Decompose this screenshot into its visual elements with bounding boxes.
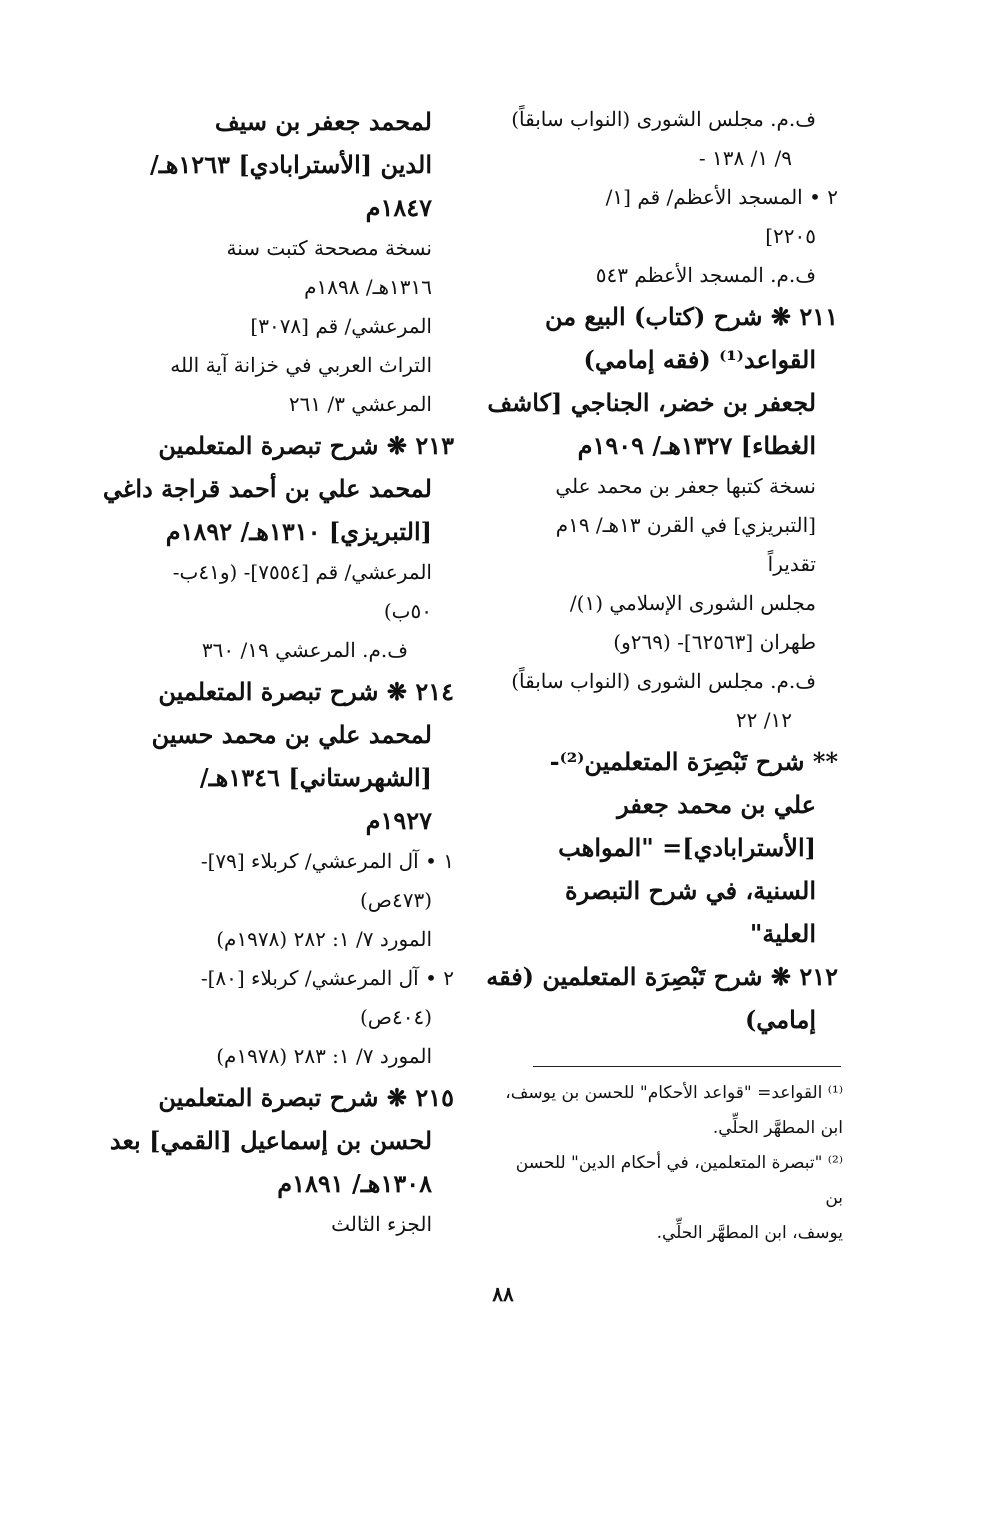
- entry-text-line: الجزء الثالث: [331, 1212, 432, 1236]
- entry-text-line: (٤٧٣ص): [359, 888, 432, 912]
- entry-text-line: ١٢/ ٢٢: [735, 708, 792, 732]
- footnote-divider: [533, 1066, 841, 1067]
- entry-heading-line: إمامي): [744, 1005, 816, 1034]
- entry-text-line: ف.م. المسجد الأعظم ٥٤٣: [595, 263, 816, 287]
- entry-text-line: ٢ • المسجد الأعظم/ قم [١/: [605, 185, 838, 209]
- entry-heading-line: ٢١٢ ❋ شرح تَبْصِرَة المتعلمين (فقه: [486, 962, 838, 991]
- entry-heading-line: [الأسترابادي]= "المواهب: [558, 833, 816, 862]
- entry-heading-line: ٢١١ ❋ شرح (كتاب) البيع من: [544, 302, 838, 331]
- entry-heading-line: [الشهرستاني] ١٣٤٦هـ/: [199, 763, 432, 792]
- footnote-line: يوسف، ابن المطهَّر الحلِّي.: [656, 1223, 843, 1243]
- page-number: ٨٨: [492, 1282, 514, 1306]
- entry-text-line: ٢٢٠٥]: [765, 224, 816, 248]
- left-column: [102, 100, 454, 1244]
- entry-text-line: تقديراً: [767, 552, 816, 576]
- right-column: [486, 100, 838, 1041]
- entry-text-line: ١٣١٦هـ/ ١٨٩٨م: [304, 275, 432, 299]
- entry-text-line: المورد ٧/ ١: ٢٨٢ (١٩٧٨م): [216, 927, 432, 951]
- entry-text-line: مجلس الشورى الإسلامي (١)/: [569, 591, 816, 615]
- entry-heading-line: لمحمد علي بن محمد حسين: [151, 720, 432, 749]
- footnotes: [498, 1076, 843, 1251]
- entry-heading-line: العلية": [749, 919, 816, 948]
- entry-heading-line: ١٨٤٧م: [365, 193, 432, 222]
- entry-heading-line: السنية، في شرح التبصرة: [565, 876, 816, 905]
- entry-text-line: نسخة مصححة كتبت سنة: [226, 236, 432, 260]
- entry-heading-line: القواعد⁽¹⁾ (فقه إمامي): [583, 345, 816, 374]
- entry-heading-line: [التبريزي] ١٣١٠هـ/ ١٨٩٢م: [165, 517, 432, 546]
- entry-text-line: ٢ • آل المرعشي/ كربلاء [٨٠]-: [200, 966, 454, 990]
- entry-text-line: ٥٠ب): [383, 599, 432, 623]
- entry-text-line: نسخة كتبها جعفر بن محمد علي: [555, 474, 816, 498]
- entry-text-line: طهران [٦٢٥٦٣]- (٢٦٩و): [613, 630, 816, 654]
- entry-heading-line: ١٩٢٧م: [365, 806, 432, 835]
- entry-heading-line: ١٣٠٨هـ/ ١٨٩١م: [277, 1169, 432, 1198]
- entry-text-line: ١ • آل المرعشي/ كربلاء [٧٩]-: [200, 849, 454, 873]
- footnote-line: ابن المطهَّر الحلِّي.: [712, 1118, 843, 1138]
- entry-heading-line: لحسن بن إسماعيل [القمي] بعد: [109, 1126, 432, 1155]
- entry-heading-line: لمحمد علي بن أحمد قراجة داغي: [102, 474, 432, 503]
- entry-text-line: ٩/ ١/ ١٣٨ -: [698, 146, 792, 170]
- entry-heading-line: ٢١٤ ❋ شرح تبصرة المتعلمين: [158, 677, 454, 706]
- entry-heading-line: لجعفر بن خضر، الجناجي [كاشف: [487, 388, 816, 417]
- entry-heading-line: علي بن محمد جعفر: [617, 790, 816, 819]
- entry-heading-line: الغطاء] ١٣٢٧هـ/ ١٩٠٩م: [577, 431, 816, 460]
- entry-text-line: المرعشي/ قم [٣٠٧٨]: [250, 314, 432, 338]
- entry-heading-line: ٢١٣ ❋ شرح تبصرة المتعلمين: [158, 431, 454, 460]
- entry-heading-line: لمحمد جعفر بن سيف: [214, 107, 432, 136]
- entry-text-line: (٤٠٤ص): [359, 1005, 432, 1029]
- entry-heading-line: ٢١٥ ❋ شرح تبصرة المتعلمين: [158, 1083, 454, 1112]
- footnote-line: ⁽¹⁾ القواعد= "قواعد الأحكام" للحسن بن يوسف،: [505, 1083, 843, 1103]
- entry-text-line: ف.م. مجلس الشورى (النواب سابقاً): [511, 107, 816, 131]
- entry-text-line: ف.م. المرعشي ١٩/ ٣٦٠: [201, 638, 408, 662]
- entry-heading-line: ** شرح تَبْصِرَة المتعلمين⁽²⁾-: [549, 747, 838, 776]
- entry-text-line: ف.م. مجلس الشورى (النواب سابقاً): [511, 669, 816, 693]
- entry-text-line: المورد ٧/ ١: ٢٨٣ (١٩٧٨م): [216, 1044, 432, 1068]
- footnote-line: ⁽²⁾ "تبصرة المتعلمين، في أحكام الدين" للحسن بن: [515, 1153, 843, 1208]
- entry-heading-line: الدين [الأسترابادي] ١٢٦٣هـ/: [149, 150, 432, 179]
- entry-text-line: [التبريزي] في القرن ١٣هـ/ ١٩م: [555, 513, 816, 537]
- entry-text-line: التراث العربي في خزانة آية الله: [170, 353, 432, 377]
- entry-text-line: المرعشي ٣/ ٢٦١: [288, 392, 432, 416]
- entry-text-line: المرعشي/ قم [٧٥٥٤]- (و٤١ب-: [172, 560, 432, 584]
